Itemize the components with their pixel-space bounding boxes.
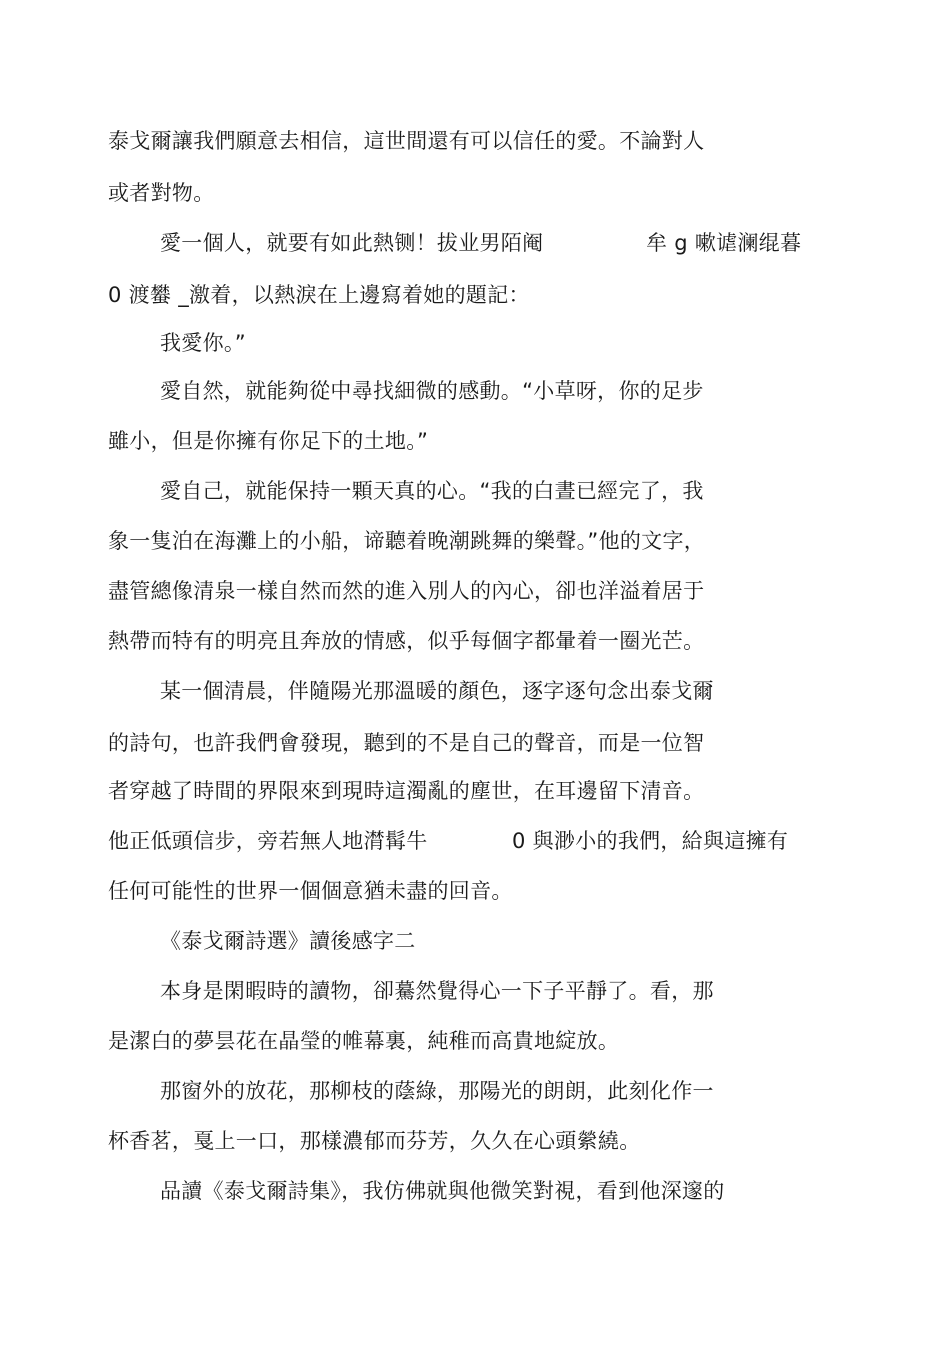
text-line: 泰戈爾讓我們願意去相信，這世間還有可以信任的愛。不論對人 [108, 129, 705, 153]
text-line: 或者對物。 [108, 181, 215, 205]
text-line: 杯香茗，戛上一口，那樣濃郁而芬芳，久久在心頭縈繞。 [108, 1129, 641, 1153]
text-line: 熱帶而特有的明亮且奔放的情感，似乎每個字都暈着一圈光芒。 [108, 629, 705, 653]
text-line: 牟 g 嗽谑澜绲暮 [646, 231, 802, 255]
text-line: 他正低頭信步，旁若無人地潸髯牛 [108, 829, 428, 853]
text-line: 品讀《泰戈爾詩集》，我仿佛就與他微笑對視，看到他深邃的 [160, 1179, 725, 1203]
text-line: 某一個清晨，伴隨陽光那溫暖的顏色，逐字逐句念出泰戈爾 [160, 679, 714, 703]
text-line: 愛自己，就能保持一顆天真的心。“我的白晝已經完了，我 [160, 479, 704, 503]
text-line: 任何可能性的世界一個個意猶未盡的回音。 [108, 879, 513, 903]
text-line: 是潔白的夢昙花在晶瑩的帷幕裏，純稚而高貴地綻放。 [108, 1029, 620, 1053]
text-line: 者穿越了時間的界限來到現時這濁亂的塵世，在耳邊留下清音。 [108, 779, 705, 803]
text-line: 象一隻泊在海灘上的小船，谛聽着晚潮跳舞的樂聲。”他的文字， [108, 529, 706, 553]
text-line: 的詩句，也許我們會發現，聽到的不是自己的聲音，而是一位智 [108, 731, 705, 755]
text-line: 本身是閑暇時的讀物，卻驀然覺得心一下子平靜了。看，那 [160, 979, 714, 1003]
text-line: 雖小，但是你擁有你足下的土地。” [108, 429, 429, 453]
text-line: 愛一個人，就要有如此熱铡！拔业男陌阉 [160, 231, 544, 255]
text-line: 那窗外的放花，那柳枝的蔭綠，那陽光的朗朗，此刻化作一 [160, 1079, 714, 1103]
section-heading: 《泰戈爾詩選》讀後感字二 [160, 929, 416, 953]
text-line: 0 渡蠜 _激着，以熱淚在上邊寫着她的題記： [108, 283, 530, 307]
text-line: 盡管總像清泉一樣自然而然的進入別人的內心，卻也洋溢着居于 [108, 579, 705, 603]
text-line: 愛自然，就能夠從中尋找細微的感動。“小草呀，你的足步 [160, 379, 704, 403]
text-line: 0 與渺小的我們，給與這擁有 [512, 829, 789, 853]
text-line: 我愛你。” [160, 331, 246, 355]
